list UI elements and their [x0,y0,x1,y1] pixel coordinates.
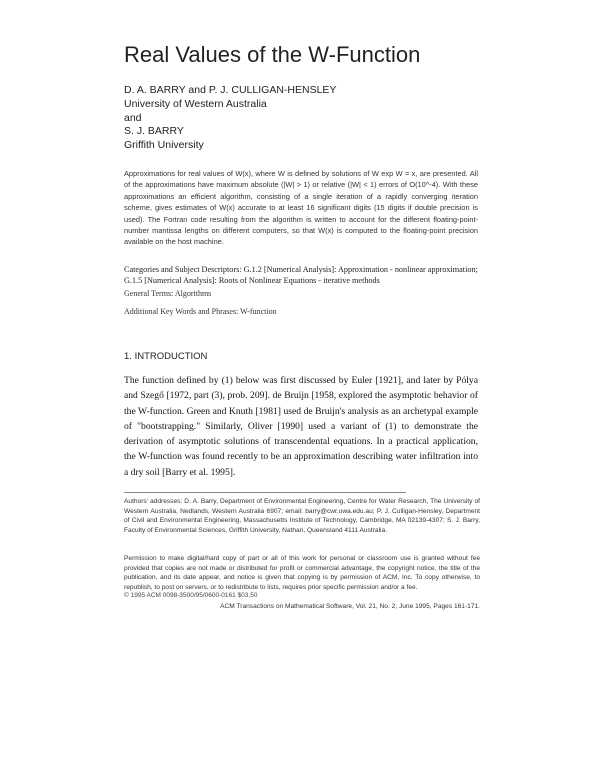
journal-citation: ACM Transactions on Mathematical Software, Vol. 21, No. 2, June 1995, Pages 161-171. [220,603,480,610]
author-addresses: Authors' addresses: D. A. Barry, Department of Environmental Engineering, Centre for Water Research, The University of Western Australia, Nedlands, Western Australia 6907; email: barry@cwr.uwa.edu.au; P. J. Culligan-Hensley, Department of Civil and Environmental Engineering, Massachusetts Institute of Technology, Cambridge, MA 02139-4307; S. J. Barry, Faculty of Environmental Sciences, Griffith University, Nathan, Queensland 4111 Australia. [124,498,480,534]
abstract: Approximations for real values of W(x), where W is defined by solutions of W exp W = x, are presented. All of the approximations have maximum absolute (|W| > 1) or relative (|W| < 1) errors of O(10^-4). With these approximations an efficient algorithm, consisting of a single iteration of a rapidly converging iteration scheme, gives estimates of W(x) accurate to at least 16 significant digits (15 digits if double precision is used). The Fortran code resulting from the algorithm is written to account for the different floating-point-number mantissa lengths on different computers, so that W(x) is computed to the floating-point precision available on the host machine. [124,169,478,247]
footnote-rule [124,492,406,493]
general-terms: General Terms: Algorithms [124,289,212,298]
affiliation-2: Griffith University [124,139,204,152]
section-title: INTRODUCTION [134,351,208,362]
categories-text: G.1.2 [Numerical Analysis]: Approximation - nonlinear approximation; G.1.5 [Numerical Analysis]: Roots of Nonlinear Equations - iterative methods [124,265,478,286]
paper-title: Real Values of the W-Function [124,42,421,67]
affiliation-1: University of Western Australia [124,97,267,110]
keywords: Additional Key Words and Phrases: W-function [124,307,277,316]
categories-label: Categories and Subject Descriptors: [124,265,242,274]
introduction-paragraph: The function defined by (1) below was first discussed by Euler [1921], and later by Pólya and Szegő [1972, part (3), prob. 209]. de Bruijn [1958, explored the asymptotic behavior of the W-function. Green and Knuth [1981] used de Bruijn's analysis as an archetypal example of "bootstrapping." Similarly, Oliver [1990] used a variant of (1) to demonstrate the derivation of asymptotic solutions of transcendental equations. In a practical application, the W-function was found recently to be an approximation describing water infiltration into a dry soil [Barry et al. 1995]. [124,375,478,478]
authors-and: and [124,111,142,124]
copyright-line: © 1995 ACM 0098-3500/95/0600-0161 $03.50 [124,592,258,599]
section-number: 1. [124,351,132,362]
author-block [124,84,336,153]
section-heading [124,351,207,362]
permission-notice: Permission to make digital/hard copy of part or all of this work for personal or classroom use is granted without fee provided that copies are not made or distributed for profit or commercial advantage, the copyright notice, the title of the publication, and its date appear, and notice is given that copying is by permission of ACM, Inc. To copy otherwise, to republish, to post on servers, or to redistribute to lists, requires prior specific permission and/or a fee. [124,555,480,591]
categories [124,264,478,286]
authors-line-2: S. J. BARRY [124,125,184,138]
authors-line-1: D. A. BARRY and P. J. CULLIGAN-HENSLEY [124,84,337,96]
